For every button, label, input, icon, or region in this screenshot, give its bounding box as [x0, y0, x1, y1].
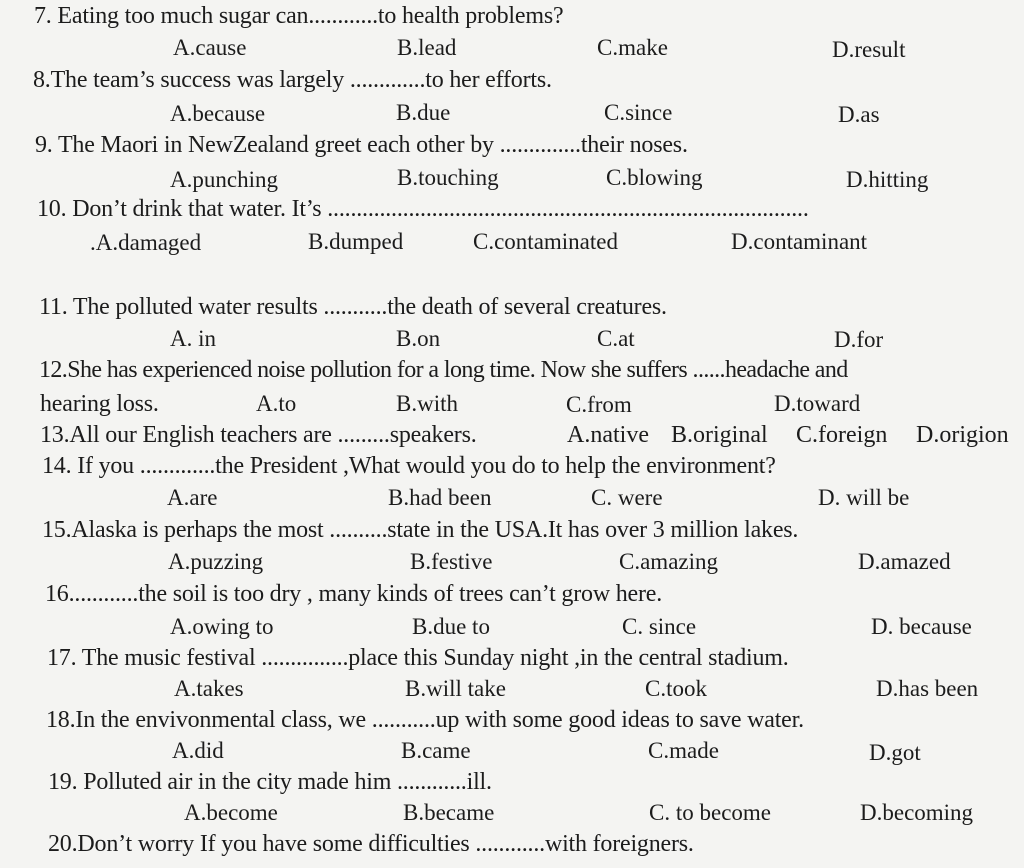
q9-option-a: A.punching: [170, 167, 278, 192]
q19-option-a: A.become: [184, 800, 278, 825]
q17-option-d: D.has been: [876, 676, 979, 701]
q12-option-b: B.with: [396, 391, 458, 416]
q7-option-a: A.cause: [173, 35, 247, 60]
q18-option-c: C.made: [648, 738, 719, 763]
q12-option-d: D.toward: [774, 391, 861, 416]
question-7: 7. Eating too much sugar can............to health problems?: [34, 3, 564, 29]
q10-option-b: B.dumped: [308, 229, 404, 254]
q19-option-c: C. to become: [649, 800, 771, 825]
q15-option-a: A.puzzing: [168, 549, 264, 574]
q12-option-c: C.from: [566, 392, 632, 417]
question-17: 17. The music festival ...............place this Sunday night ,in the central stadium.: [47, 645, 789, 671]
q13-option-d: D.origion: [916, 422, 1009, 448]
q16-option-d: D. because: [871, 614, 972, 639]
q10-option-a: .A.damaged: [90, 230, 202, 255]
q16-option-b: B.due to: [412, 614, 490, 639]
q9-option-c: C.blowing: [606, 165, 703, 190]
q11-option-d: D.for: [834, 327, 884, 352]
q7-option-c: C.make: [597, 35, 668, 60]
q8-option-a: A.because: [170, 101, 266, 126]
q17-option-c: C.took: [645, 676, 707, 701]
q14-option-a: A.are: [167, 485, 218, 510]
question-16: 16............the soil is too dry , many kinds of trees can’t grow here.: [45, 581, 663, 607]
q8-option-c: C.since: [604, 100, 673, 125]
q9-option-b: B.touching: [397, 165, 499, 190]
q14-option-d: D. will be: [818, 485, 910, 510]
question-18: 18.In the envivonmental class, we ...........up with some good ideas to save water.: [46, 707, 804, 733]
question-12-continued: hearing loss.: [40, 391, 159, 417]
q19-option-d: D.becoming: [860, 800, 974, 825]
q15-option-d: D.amazed: [858, 549, 951, 574]
q13-option-a: A.native: [567, 422, 649, 448]
q10-option-c: C.contaminated: [473, 229, 618, 254]
q15-option-b: B.festive: [410, 549, 493, 574]
q16-option-c: C. since: [622, 614, 697, 639]
question-9: 9. The Maori in NewZealand greet each other by ..............their noses.: [35, 132, 688, 158]
q8-option-b: B.due: [396, 100, 451, 125]
q13-option-b: B.original: [671, 422, 768, 448]
q12-option-a: A.to: [256, 391, 297, 416]
q15-option-c: C.amazing: [619, 549, 718, 574]
q7-option-b: B.lead: [397, 35, 457, 60]
q19-option-b: B.became: [403, 800, 495, 825]
q18-option-a: A.did: [172, 738, 224, 763]
q9-option-d: D.hitting: [846, 167, 929, 192]
question-11: 11. The polluted water results ...........the death of several creatures.: [39, 294, 667, 320]
q14-option-c: C. were: [591, 485, 663, 510]
question-10: 10. Don’t drink that water. It’s ...................................................................................: [37, 196, 809, 222]
q8-option-d: D.as: [838, 102, 880, 127]
q11-option-b: B.on: [396, 326, 441, 351]
q13-option-c: C.foreign: [796, 422, 888, 448]
question-8: 8.The team’s success was largely .............to her efforts.: [33, 67, 552, 93]
q7-option-d: D.result: [832, 37, 906, 62]
q14-option-b: B.had been: [388, 485, 492, 510]
question-19: 19. Polluted air in the city made him ............ill.: [48, 769, 492, 795]
q11-option-a: A. in: [170, 326, 216, 351]
question-14: 14. If you .............the President ,What would you do to help the environment?: [42, 453, 776, 479]
question-15: 15.Alaska is perhaps the most ..........state in the USA.It has over 3 million lakes.: [42, 517, 799, 543]
q17-option-b: B.will take: [405, 676, 506, 701]
question-12: 12.She has experienced noise pollution for a long time. Now she suffers ......headache and: [39, 357, 848, 383]
question-20: 20.Don’t worry If you have some difficulties ............with foreigners.: [48, 831, 694, 857]
q17-option-a: A.takes: [174, 676, 244, 701]
q18-option-b: B.came: [401, 738, 471, 763]
question-13: 13.All our English teachers are .........speakers.: [40, 422, 477, 448]
q16-option-a: A.owing to: [170, 614, 274, 639]
q18-option-d: D.got: [869, 740, 921, 765]
q11-option-c: C.at: [597, 326, 635, 351]
q10-option-d: D.contaminant: [731, 229, 868, 254]
